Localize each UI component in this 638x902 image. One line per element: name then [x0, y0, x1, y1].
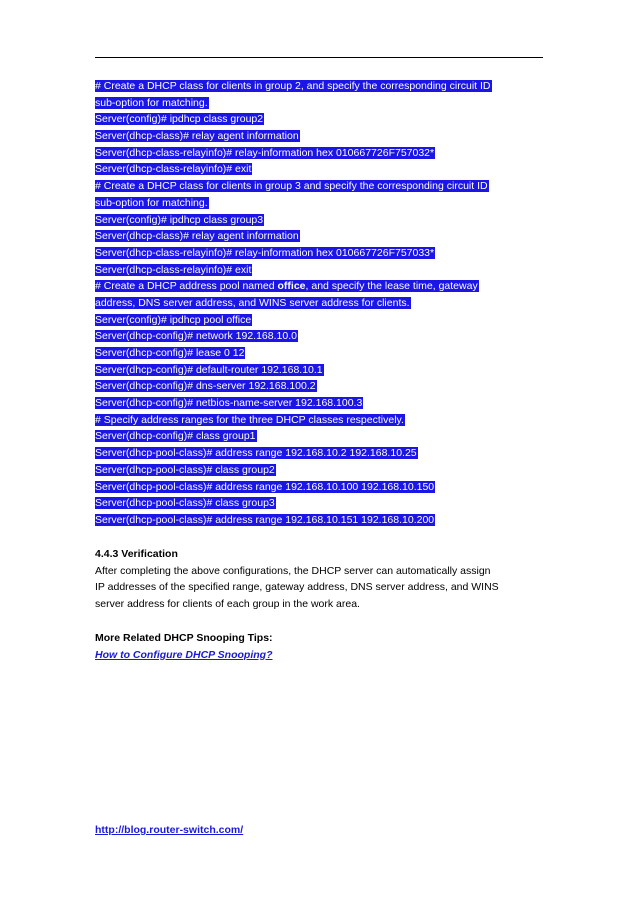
- code-line: [95, 262, 543, 279]
- code-text: Server(dhcp-config)# lease 0 12: [95, 347, 245, 359]
- footer-blog-link[interactable]: http://blog.router-switch.com/: [95, 824, 244, 836]
- code-line: [95, 78, 543, 95]
- verification-text-line: IP addresses of the specified range, gateway address, DNS server address, and WINS: [95, 581, 499, 594]
- code-line: [95, 345, 543, 362]
- code-line: [95, 178, 543, 195]
- code-text: Server(dhcp-class-relayinfo)# relay-information hex 010667726F757033*: [95, 246, 435, 259]
- code-text: address, DNS server address, and WINS server address for clients.: [95, 296, 410, 309]
- footer: [95, 822, 543, 839]
- config-code-block: [95, 78, 543, 529]
- verification-section: [95, 546, 543, 613]
- code-text: Server(dhcp-pool-class)# class group3: [95, 497, 275, 510]
- verification-text-line: After completing the above configurations, the DHCP server can automatically assign: [95, 564, 491, 577]
- code-text: Server(config)# ipdhcp class group3: [95, 213, 264, 226]
- code-text: # Create a DHCP class for clients in group 3 and specify the corresponding circuit ID: [95, 180, 488, 193]
- pool-comment-pre: # Create a DHCP address pool named: [95, 280, 278, 293]
- dhcp-snooping-link[interactable]: How to Configure DHCP Snooping?: [95, 648, 273, 661]
- code-text: Server(dhcp-class)# relay agent information: [95, 130, 299, 143]
- code-text: Server(dhcp-class)# relay agent information: [95, 230, 299, 243]
- verification-heading: 4.4.3 Verification: [95, 548, 178, 560]
- code-line: [95, 328, 543, 345]
- code-text: Server(config)# ipdhcp pool office: [95, 313, 252, 326]
- code-line: [95, 161, 543, 178]
- code-line: [95, 479, 543, 496]
- code-text: # Specify address ranges for the three DHCP classes respectively.: [95, 413, 404, 426]
- code-text: Server(dhcp-class-relayinfo)# exit: [95, 263, 252, 276]
- code-line: [95, 412, 543, 429]
- verification-text-line: server address for clients of each group in the work area.: [95, 598, 360, 611]
- code-line: [95, 462, 543, 479]
- code-text: Server(dhcp-pool-class)# address range 192.168.10.100 192.168.10.150: [95, 480, 435, 493]
- code-line: [95, 245, 543, 262]
- code-text: sub-option for matching.: [95, 96, 208, 109]
- code-line: [95, 111, 543, 128]
- code-line: [95, 128, 543, 145]
- pool-comment-post: , and specify the lease time, gateway: [305, 280, 478, 293]
- code-text: # Create a DHCP class for clients in group 2, and specify the corresponding circuit ID: [95, 80, 491, 92]
- code-text: Server(dhcp-config)# dns-server 192.168.100.2: [95, 380, 316, 393]
- related-tips-section: [95, 630, 543, 663]
- code-line: [95, 228, 543, 245]
- code-line: [95, 312, 543, 329]
- code-text: Server(dhcp-pool-class)# address range 192.168.10.2 192.168.10.25: [95, 447, 417, 460]
- code-text: Server(config)# ipdhcp class group2: [95, 113, 264, 126]
- code-line: [95, 212, 543, 229]
- pool-comment: [95, 280, 479, 292]
- code-text: Server(dhcp-config)# default-router 192.168.10.1: [95, 363, 323, 376]
- code-line: [95, 428, 543, 445]
- code-line: [95, 445, 543, 462]
- code-text: Server(dhcp-config)# class group1: [95, 430, 256, 443]
- code-text: sub-option for matching.: [95, 196, 208, 209]
- code-text: Server(dhcp-config)# network 192.168.10.0: [95, 330, 297, 343]
- code-text: Server(dhcp-class-relayinfo)# exit: [95, 163, 252, 176]
- code-line: [95, 495, 543, 512]
- code-text: Server(dhcp-pool-class)# class group2: [95, 463, 275, 476]
- code-line: [95, 512, 543, 529]
- pool-name-office: office: [277, 280, 306, 293]
- code-line: [95, 295, 543, 312]
- code-line: [95, 145, 543, 162]
- code-line: [95, 195, 543, 212]
- code-text: Server(dhcp-config)# netbios-name-server 192.168.100.3: [95, 397, 363, 410]
- code-line: [95, 278, 543, 295]
- code-line: [95, 95, 543, 112]
- code-text: Server(dhcp-pool-class)# address range 192.168.10.151 192.168.10.200: [95, 513, 435, 526]
- related-tips-heading: More Related DHCP Snooping Tips:: [95, 632, 273, 644]
- code-line: [95, 362, 543, 379]
- header-rule: [95, 57, 543, 58]
- code-text: Server(dhcp-class-relayinfo)# relay-information hex 010667726F757032*: [95, 146, 435, 159]
- code-line: [95, 378, 543, 395]
- code-line: [95, 395, 543, 412]
